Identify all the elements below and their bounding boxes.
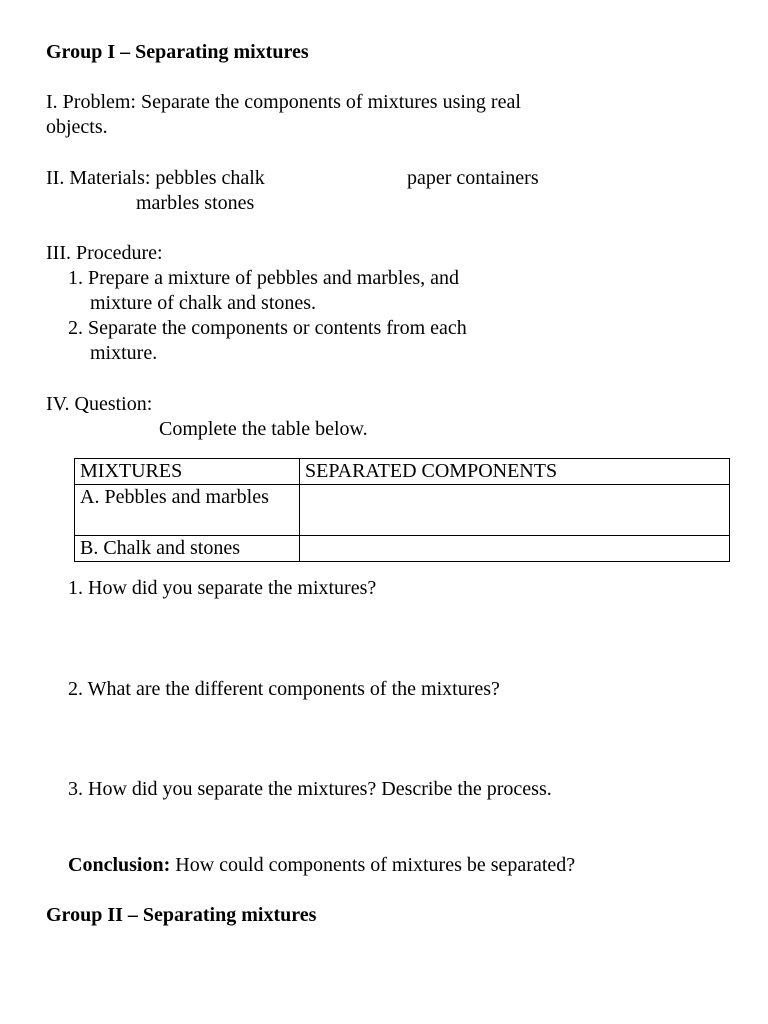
question-1: 1. How did you separate the mixtures?: [68, 577, 377, 599]
table-row: [75, 536, 730, 562]
problem-line-2: objects.: [46, 116, 108, 138]
table-row: [75, 485, 730, 536]
procedure-step-2-line-1: 2. Separate the components or contents from each: [68, 317, 467, 339]
procedure-step-2-line-2: mixture.: [90, 342, 158, 364]
conclusion: [68, 853, 575, 878]
table-header-row: [75, 459, 730, 485]
table-header-separated-components: SEPARATED COMPONENTS: [300, 459, 730, 485]
table-cell-components[interactable]: [300, 536, 730, 562]
question-heading: IV. Question:: [46, 393, 153, 415]
procedure-step-1-line-2: mixture of chalk and stones.: [90, 292, 317, 314]
question-2: 2. What are the different components of the mixtures?: [68, 678, 500, 700]
table-cell-mixture: B. Chalk and stones: [75, 536, 300, 562]
group2-heading: Group II – Separating mixtures: [46, 904, 317, 926]
table-cell-components[interactable]: [300, 485, 730, 536]
table-cell-mixture: A. Pebbles and marbles: [75, 485, 300, 536]
question-3: 3. How did you separate the mixtures? Describe the process.: [68, 778, 552, 800]
materials-label-line: II. Materials: pebbles chalk: [46, 167, 265, 189]
procedure-step-1-line-1: 1. Prepare a mixture of pebbles and marbles, and: [68, 267, 459, 289]
conclusion-text: How could components of mixtures be separated?: [170, 854, 576, 876]
conclusion-label: Conclusion:: [68, 854, 171, 876]
question-instruction: Complete the table below.: [159, 418, 368, 440]
materials-item-paper-containers: paper containers: [407, 167, 539, 189]
group1-heading: Group I – Separating mixtures: [46, 41, 309, 63]
problem-line-1: I. Problem: Separate the components of mixtures using real: [46, 91, 521, 113]
table-header-mixtures: MIXTURES: [75, 459, 300, 485]
materials-line-2: marbles stones: [136, 192, 255, 214]
procedure-heading: III. Procedure:: [46, 242, 163, 264]
mixtures-table: [74, 458, 730, 562]
